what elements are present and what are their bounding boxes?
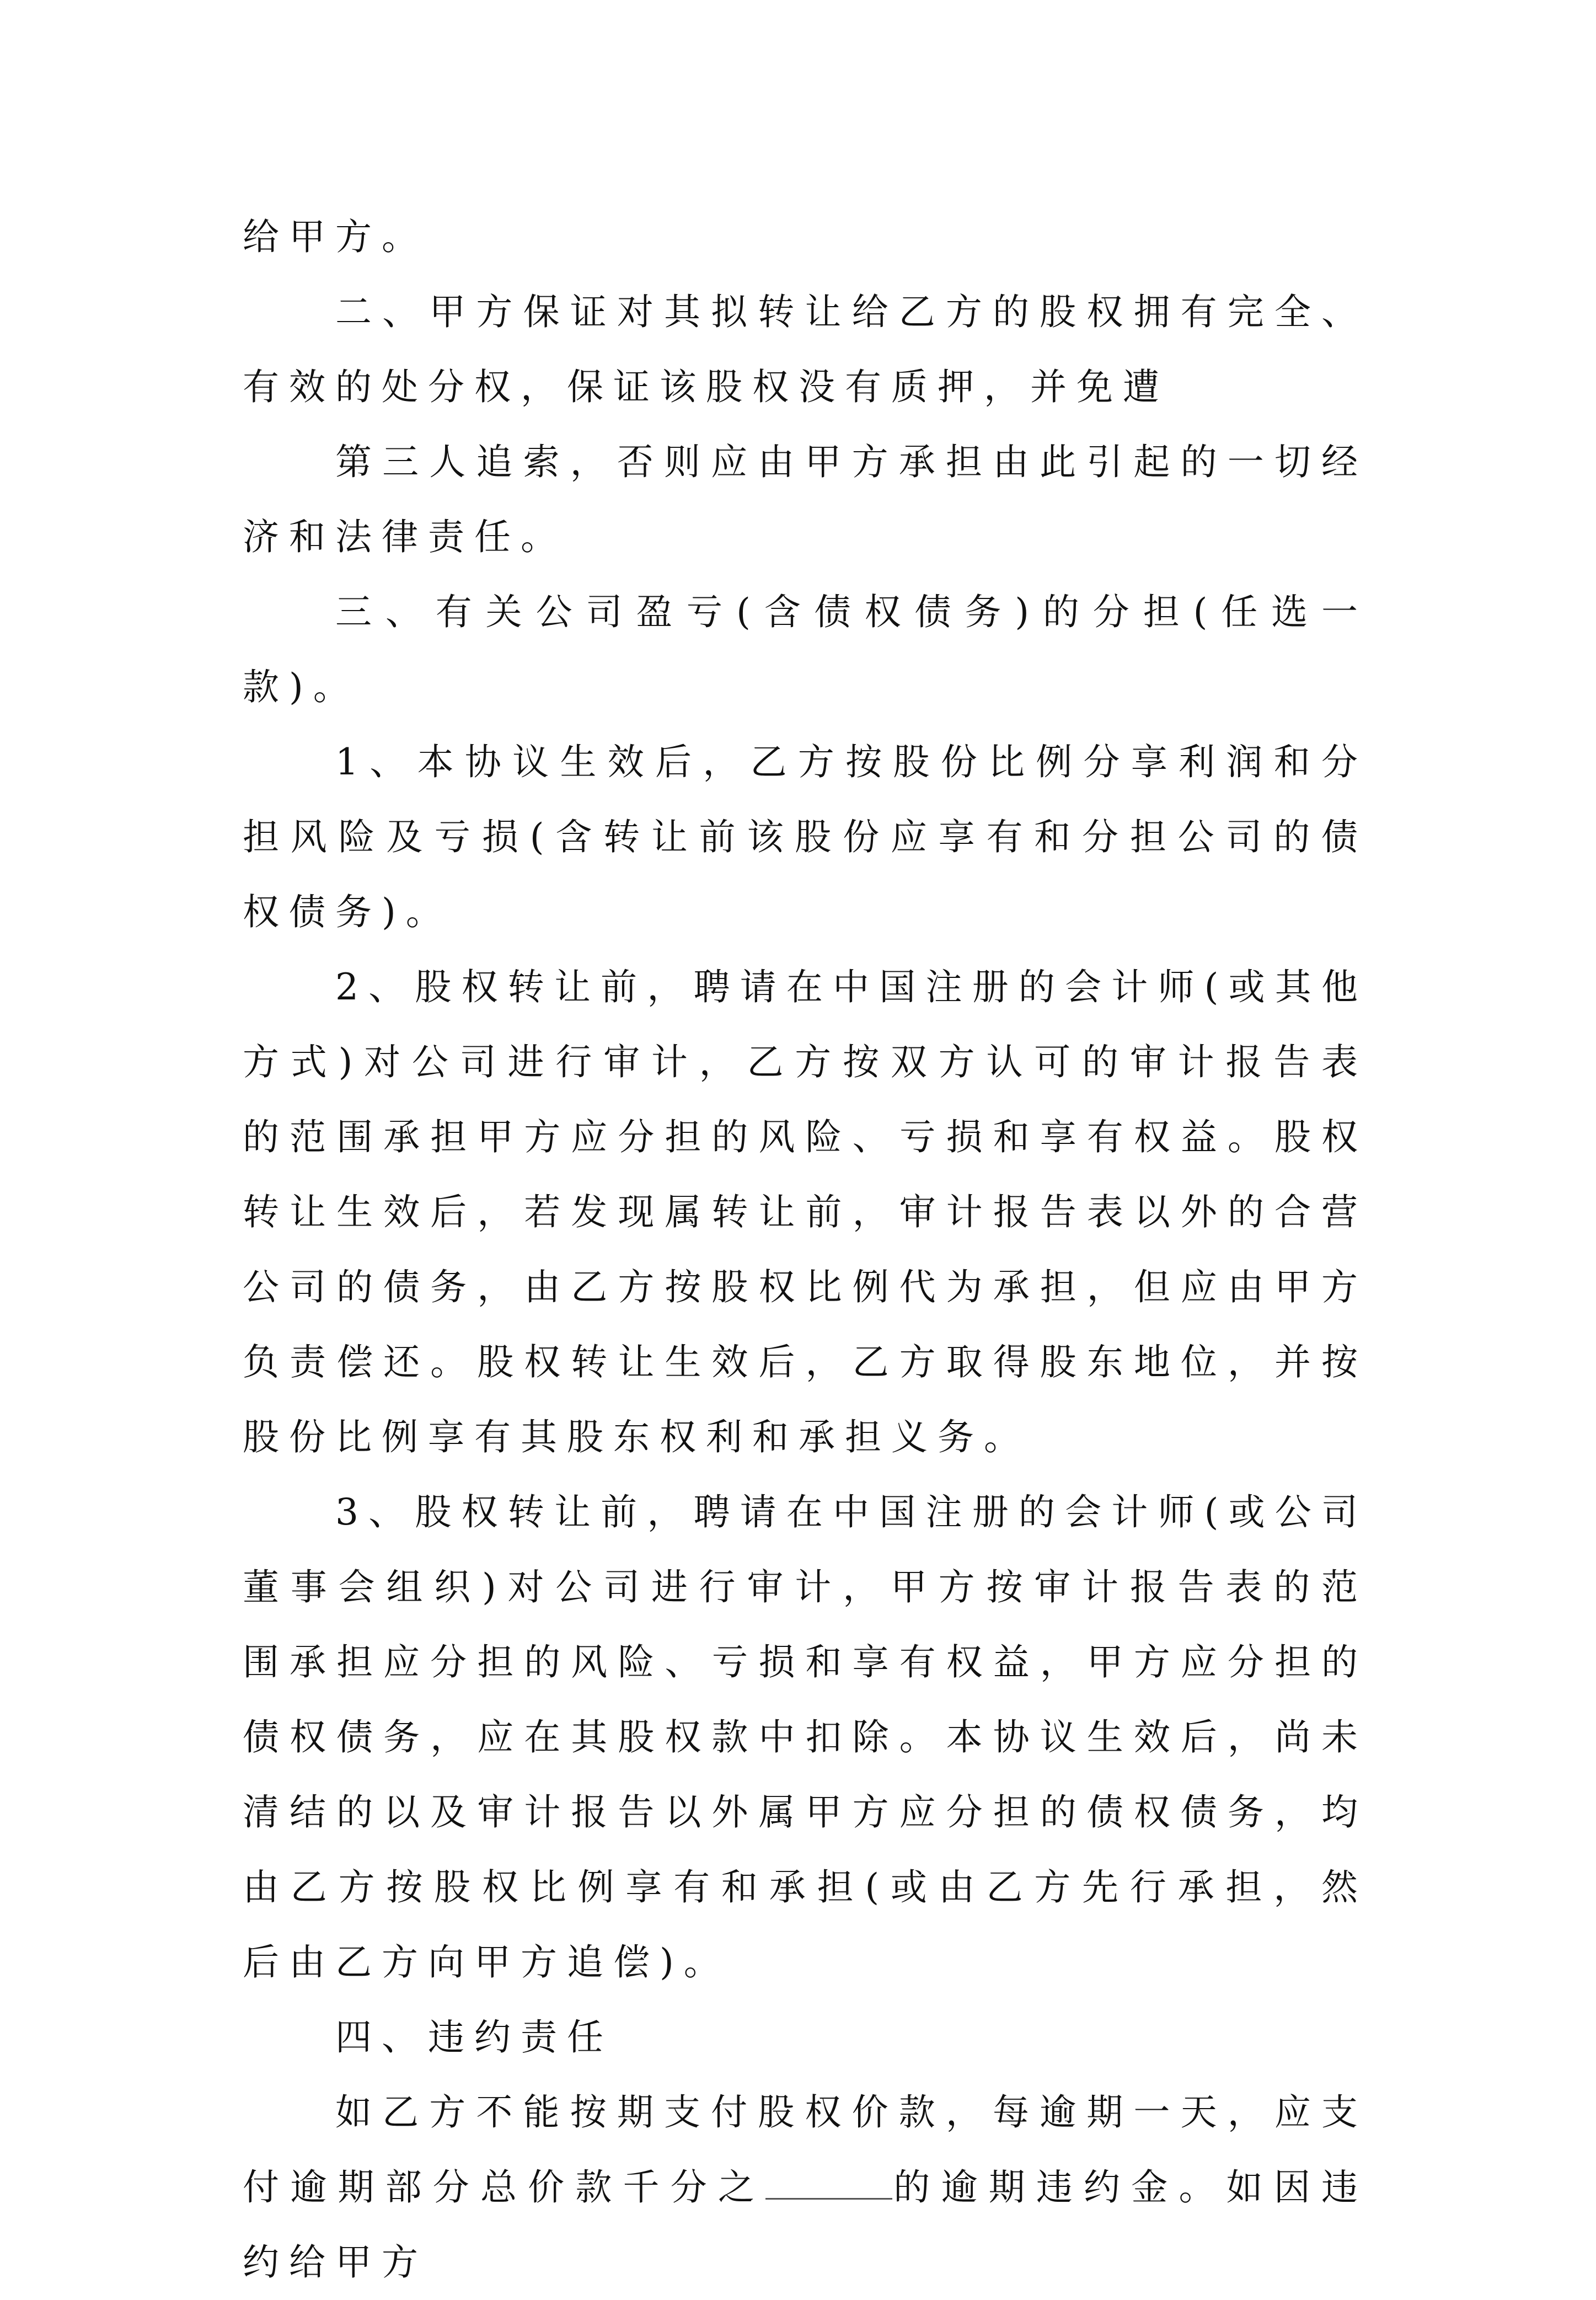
paragraph-penalty — [243, 2075, 1368, 2300]
paragraph-clause-three-heading: 三、有关公司盈亏(含债权债务)的分担(任选一款)。 — [243, 591, 1368, 708]
paragraph-clause-four-heading: 四、违约责任 — [335, 2016, 613, 2058]
paragraph-option-three: 3、股权转让前，聘请在中国注册的会计师(或公司董事会组织)对公司进行审计，甲方按审计报告表的范围承担应分担的风险、亏损和享有权益，甲方应分担的债权债务，应在其股权款中扣除。本协议生效后，尚未清结的以及审计报告以外属甲方应分担的债权债务，均由乙方按股权比例享有和承担(或由乙方先行承担，然后由乙方向甲方追偿)。 — [243, 1491, 1368, 1983]
penalty-text-after: 的逾期违约金。如因违约给甲方 — [243, 2166, 1368, 2283]
paragraph-clause-two: 二、甲方保证对其拟转让给乙方的股权拥有完全、有效的处分权，保证该股权没有质押，并免遭 — [243, 291, 1368, 408]
paragraph-option-one: 1、本协议生效后，乙方按股份比例分享利润和分担风险及亏损(含转让前该股份应享有和分担公司的债权债务)。 — [243, 741, 1368, 933]
penalty-text-before: 如乙方不能按期支付股权价款，每逾期一天，应支付逾期部分总价款千分之 — [243, 2091, 1368, 2208]
paragraph-clause-two-continued: 第三人追索，否则应由甲方承担由此引起的一切经济和法律责任。 — [243, 441, 1368, 558]
fill-in-blank — [765, 2165, 892, 2200]
document-body — [243, 200, 1368, 2300]
paragraph-option-two: 2、股权转让前，聘请在中国注册的会计师(或其他方式)对公司进行审计，乙方按双方认可的审计报告表的范围承担甲方应分担的风险、亏损和享有权益。股权转让生效后，若发现属转让前，审计报告表以外的合营公司的债务，由乙方按股权比例代为承担，但应由甲方负责偿还。股权转让生效后，乙方取得股东地位，并按股份比例享有其股东权利和承担义务。 — [243, 966, 1368, 1458]
paragraph-continuation: 给甲方。 — [243, 216, 428, 258]
